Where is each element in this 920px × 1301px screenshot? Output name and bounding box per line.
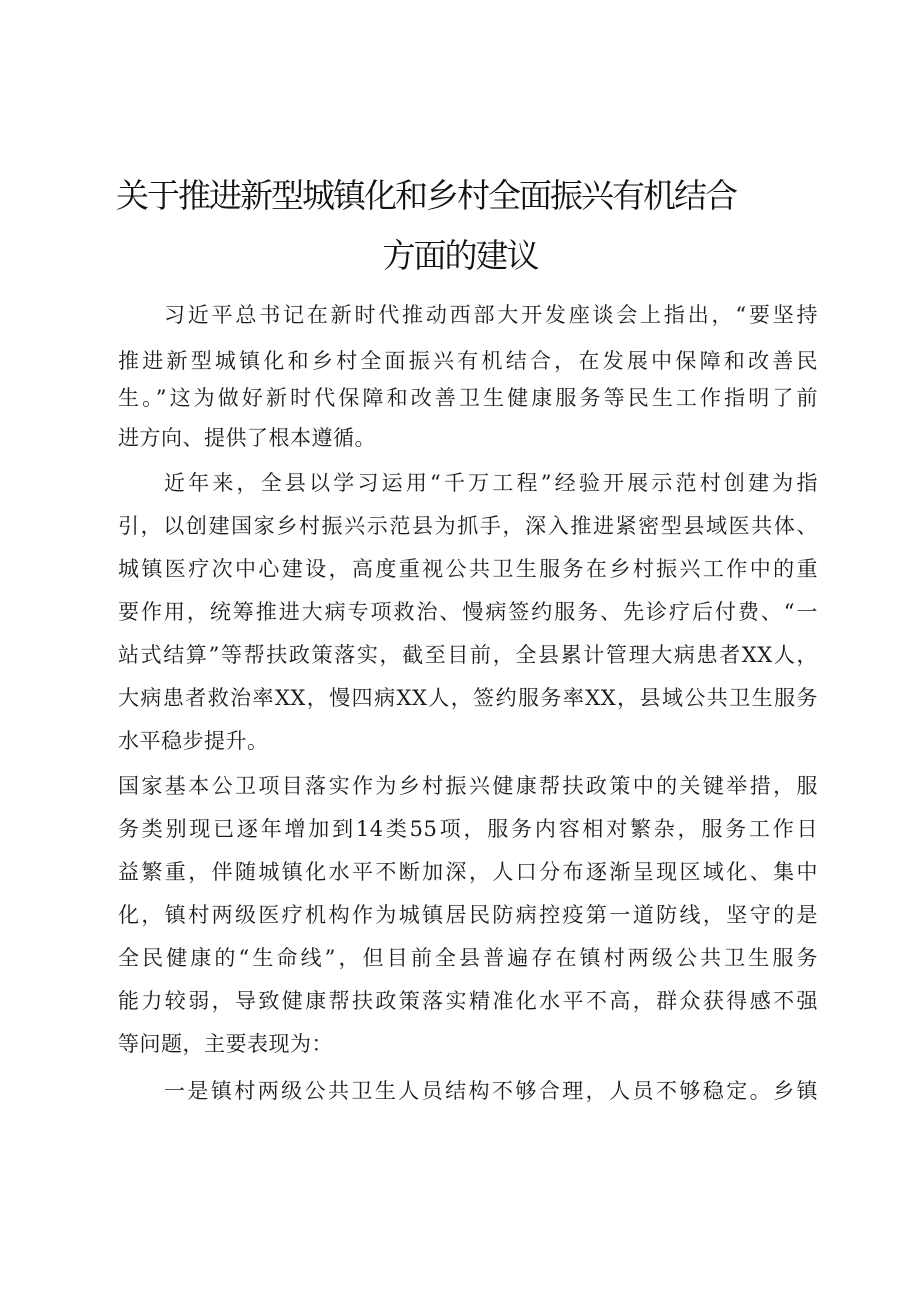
paragraph-3-line-1: 国家基本公卫项目落实作为乡村振兴健康帮扶政策中的关键举措，服	[118, 774, 818, 798]
paragraph-3-line-6: 能力较弱，导致健康帮扶政策落实精准化水平不高，群众获得感不强	[118, 989, 818, 1013]
document-title-line-2: 方面的建议	[382, 236, 538, 275]
paragraph-2-line-3: 城镇医疗次中心建设，高度重视公共卫生服务在乡村振兴工作中的重	[118, 557, 818, 581]
paragraph-2-line-6: 大病患者救治率XX，慢四病XX人，签约服务率XX，县域公共卫生服务	[118, 686, 818, 710]
paragraph-4-line-1: 一是镇村两级公共卫生人员结构不够合理，人员不够稳定。乡镇	[164, 1079, 818, 1103]
paragraph-3-line-3: 益繁重，伴随城镇化水平不断加深，人口分布逐渐呈现区域化、集中	[118, 860, 818, 884]
paragraph-3-line-2: 务类别现已逐年增加到14类55项，服务内容相对繁杂，服务工作日	[118, 817, 818, 841]
document-title-line-1: 关于推进新型城镇化和乡村全面振兴有机结合	[116, 176, 736, 215]
paragraph-3-line-7: 等问题，主要表现为：	[118, 1032, 333, 1056]
paragraph-2-line-7: 水平稳步提升。	[118, 729, 269, 753]
paragraph-3-line-5: 全民健康的“生命线”，但目前全县普遍存在镇村两级公共卫生服务	[118, 946, 818, 970]
paragraph-2-line-1: 近年来，全县以学习运用“千万工程”经验开展示范村创建为指	[164, 471, 818, 495]
paragraph-3-line-4: 化，镇村两级医疗机构作为城镇居民防病控疫第一道防线，坚守的是	[118, 903, 818, 927]
paragraph-2-line-5: 站式结算”等帮扶政策落实，截至目前，全县累计管理大病患者XX人，	[118, 643, 818, 667]
paragraph-1-line-2: 推进新型城镇化和乡村全面振兴有机结合，在发展中保障和改善民	[118, 349, 818, 373]
paragraph-1-line-1: 习近平总书记在新时代推动西部大开发座谈会上指出，“要坚持	[164, 303, 818, 327]
paragraph-2-line-4: 要作用，统筹推进大病专项救治、慢病签约服务、先诊疗后付费、“一	[118, 600, 818, 624]
paragraph-1-line-4: 进方向、提供了根本遵循。	[118, 426, 376, 450]
paragraph-2-line-2: 引，以创建国家乡村振兴示范县为抓手，深入推进紧密型县域医共体、	[118, 514, 818, 538]
paragraph-1-line-3: 生。”这为做好新时代保障和改善卫生健康服务等民生工作指明了前	[118, 386, 818, 410]
